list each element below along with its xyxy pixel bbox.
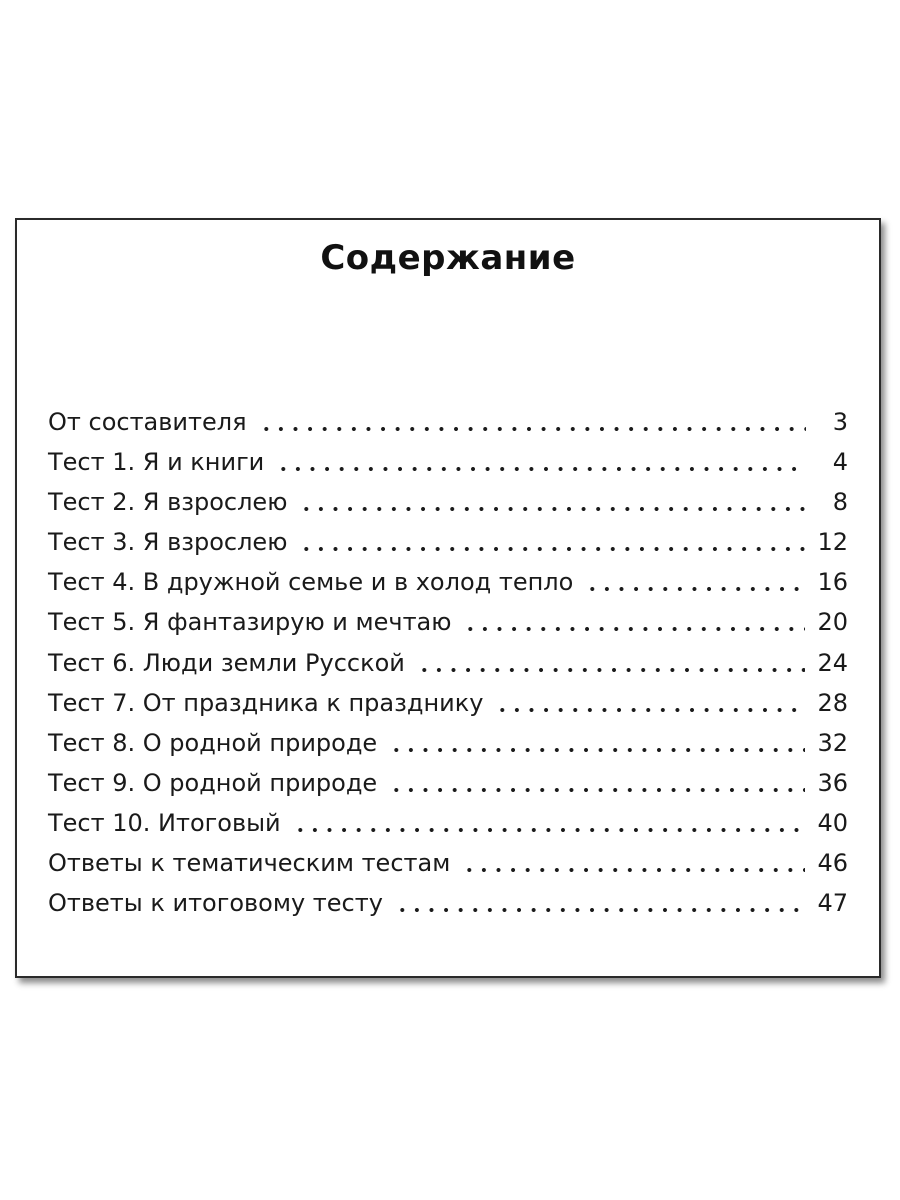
page-title: Содержание — [320, 238, 576, 278]
dot-leader — [276, 448, 806, 472]
toc-entry-title: Тест 2. Я взрослею — [48, 488, 288, 517]
toc-entry-title: Тест 4. В дружной семье и в холод тепло — [48, 568, 574, 597]
toc-entry-page: 46 — [817, 849, 848, 878]
dot-leader — [417, 649, 806, 673]
toc-entry — [48, 723, 848, 763]
toc-entry-page: 28 — [817, 688, 848, 717]
dot-leader — [495, 689, 805, 713]
toc-entry-page: 40 — [817, 808, 848, 837]
dot-leader — [585, 568, 805, 592]
toc-entry-page: 12 — [817, 528, 848, 557]
toc-entry — [48, 602, 848, 642]
toc-entry-page: 24 — [817, 648, 848, 677]
dot-leader — [463, 608, 805, 632]
toc-entry-page: 8 — [832, 488, 848, 517]
toc-entry-title: Тест 1. Я и книги — [48, 448, 265, 477]
toc-entry-title: Тест 5. Я фантазирую и мечтаю — [48, 608, 452, 637]
toc-entry — [48, 643, 848, 683]
dot-leader — [299, 488, 806, 512]
toc-entry — [48, 683, 848, 723]
toc-entry-page: 16 — [817, 568, 848, 597]
toc-entry-title: Ответы к итоговому тесту — [48, 889, 383, 918]
toc-entry-page: 4 — [832, 448, 848, 477]
toc-entry-page: 36 — [817, 768, 848, 797]
toc-entry — [48, 763, 848, 803]
dot-leader — [389, 729, 805, 753]
toc-entry-page: 3 — [832, 408, 848, 436]
toc-entry-title: Тест 6. Люди земли Русской — [48, 648, 405, 677]
toc-entry — [48, 402, 848, 442]
toc-entry-title: Тест 9. О родной природе — [48, 768, 378, 797]
toc-entry-title: Тест 7. От праздника к празднику — [48, 688, 484, 717]
toc-entry-title: Тест 8. О родной природе — [48, 728, 378, 757]
toc-entry — [48, 562, 848, 602]
toc-entry — [48, 803, 848, 843]
toc-entry-title: Тест 10. Итоговый — [48, 808, 281, 837]
toc-entry — [48, 843, 848, 883]
toc-entry — [48, 883, 848, 923]
toc-entry-page: 20 — [817, 608, 848, 637]
dot-leader — [293, 809, 806, 833]
dot-leader — [299, 528, 805, 552]
toc-entry-page: 32 — [817, 728, 848, 757]
toc-list — [48, 402, 848, 923]
dot-leader — [259, 408, 806, 432]
toc-entry-title: Ответы к тематическим тестам — [48, 849, 451, 878]
toc-entry-title: Тест 3. Я взрослею — [48, 528, 288, 557]
toc-entry — [48, 442, 848, 482]
dot-leader — [395, 889, 806, 913]
toc-entry-title: От составителя — [48, 408, 247, 436]
toc-entry — [48, 522, 848, 562]
table-of-contents — [15, 218, 881, 978]
toc-entry — [48, 482, 848, 522]
toc-entry-page: 47 — [817, 889, 848, 918]
dot-leader — [389, 769, 805, 793]
dot-leader — [462, 849, 805, 873]
